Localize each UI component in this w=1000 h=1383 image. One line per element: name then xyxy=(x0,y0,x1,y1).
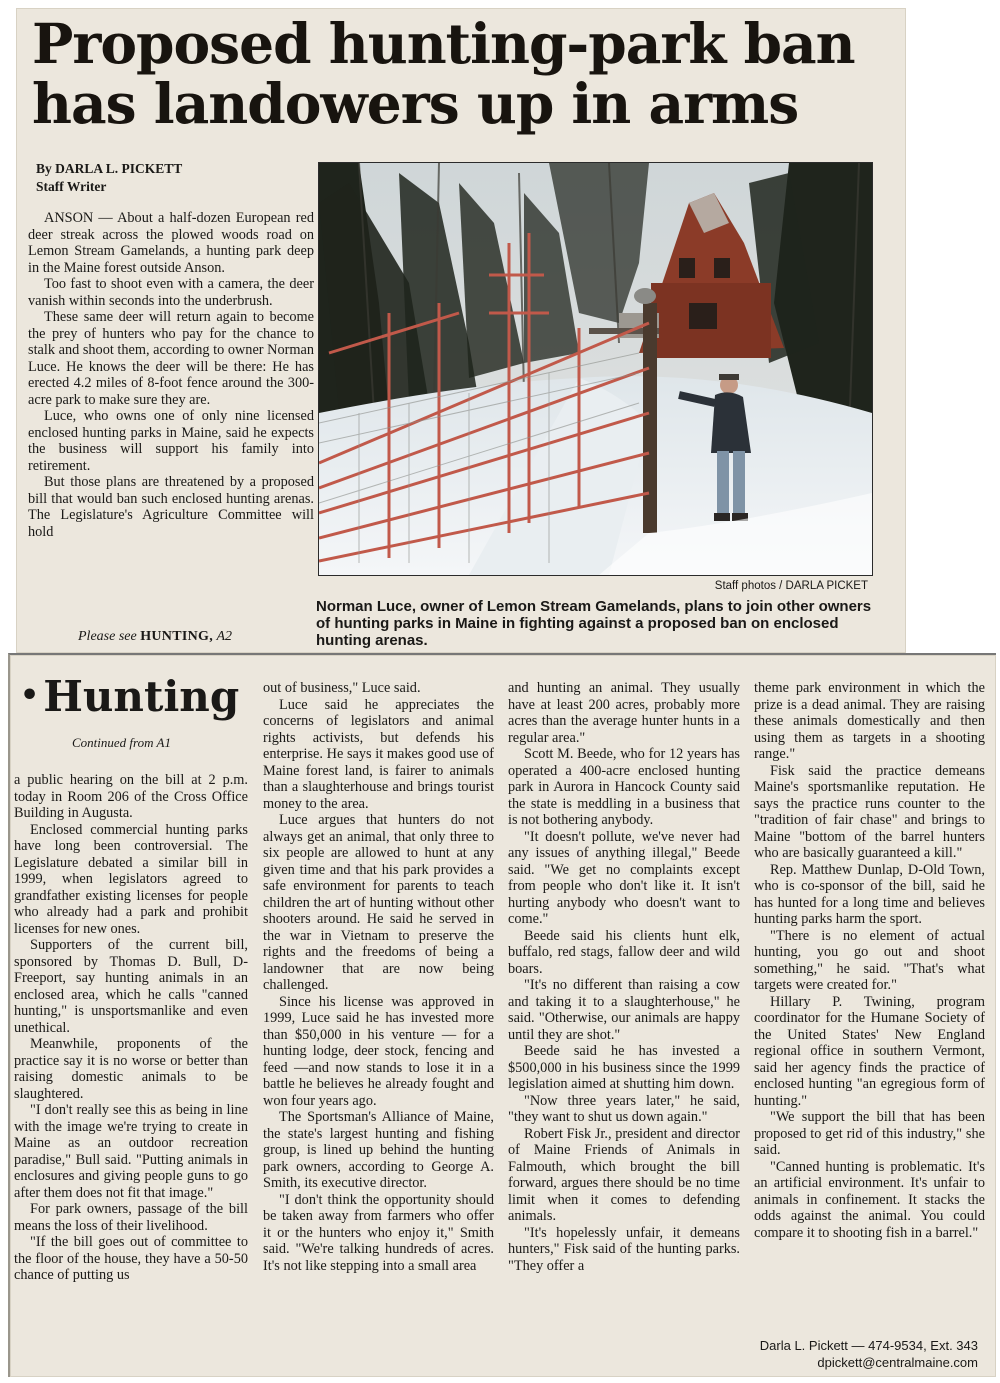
front-page-clipping xyxy=(16,8,906,653)
headline xyxy=(32,11,892,136)
body-paragraph: Hillary P. Twining, program coordinator for the Humane Society of the United States' New England regional office in southern Vermont, said her agency finds the practice of enclosed hunting "an egregious form of hunting." xyxy=(754,993,985,1109)
body-paragraph: "Canned hunting is problematic. It's an artificial environment. It's unfair to animals in confinement. It stacks the odds against the animal. You could compare it to shooting fish in a barrel." xyxy=(754,1158,985,1241)
body-paragraph: Supporters of the current bill, sponsored by Thomas D. Bull, D-Freeport, say hunting animals in an enclosed area, which he calls "canned hunting," is unsportsmanlike and even unethical. xyxy=(14,937,248,1036)
body-paragraph: "There is no element of actual hunting, you go out and shoot something," he said. "That's what targets were created for." xyxy=(754,927,985,993)
lead-paragraph: But those plans are threatened by a proposed bill that would ban such enclosed hunting arenas. The Legislature's Agriculture Committee will hold xyxy=(28,474,314,540)
lead-paragraph: Luce, who owns one of only nine licensed enclosed hunting parks in Maine, said he expects the business will support his family into retirement. xyxy=(28,408,314,474)
article-column-3 xyxy=(508,680,740,1274)
body-paragraph: a public hearing on the bill at 2 p.m. today in Room 206 of the Cross Office Building in Augusta. xyxy=(14,772,248,821)
body-paragraph: Beede said he has invested a $500,000 in his business since the 1999 legislation aimed at shutting him down. xyxy=(508,1043,740,1092)
body-paragraph: "I don't think the opportunity should be taken away from farmers who offer it or the hunters who enjoy it," Smith said. "We're talking hundreds of acres. It's not like stepping into a small area xyxy=(263,1191,494,1274)
body-paragraph: Scott M. Beede, who for 12 years has operated a 400-acre enclosed hunting park in Aurora in Hancock County said the state is meddling in a business that is not bothering anybody. xyxy=(508,746,740,828)
body-paragraph: For park owners, passage of the bill means the loss of their livelihood. xyxy=(14,1201,248,1234)
lead-column xyxy=(28,210,314,540)
body-paragraph: The Sportsman's Alliance of Maine, the state's largest hunting and fishing group, is lined up behind the hunting park owners, according to George A. Smith, its executive director. xyxy=(263,1109,494,1191)
jump-page: A2 xyxy=(216,629,233,644)
photo-caption: Norman Luce, owner of Lemon Stream Gamelands, plans to join other owners of hunting parks in Maine in fighting against a proposed ban on enclosed hunting arenas. xyxy=(316,598,872,649)
jump-headline-text: Hunting xyxy=(43,672,240,721)
lead-paragraph: ANSON — About a half-dozen European red deer streak across the plowed woods road on Lemon Stream Gamelands, a hunting park deep in the Maine forest outside Anson. xyxy=(28,210,314,276)
body-paragraph: "Now three years later," he said, "they want to shut us down again." xyxy=(508,1092,740,1125)
body-paragraph: and hunting an animal. They usually have at least 200 acres, probably more acres than the average hunter hunts in a regular area." xyxy=(508,680,740,746)
article-column-4 xyxy=(754,680,985,1241)
article-column-1 xyxy=(14,772,248,1284)
body-paragraph: "It doesn't pollute, we've never had any issues of anything illegal," Beede said. "We get no complaints except from people who don't like it. It isn't hurting anybody who doesn't want to come." xyxy=(508,828,740,927)
body-paragraph: Rep. Matthew Dunlap, D-Old Town, who is co-sponsor of the bill, said he has hunted for a long time and believes hunting parks harm the sport. xyxy=(754,861,985,927)
news-photo xyxy=(318,162,873,576)
body-paragraph: Meanwhile, proponents of the practice say it is no worse or better than raising domestic animals to be slaughtered. xyxy=(14,1036,248,1102)
body-paragraph: theme park environment in which the prize is a dead animal. They are raising these animals domestically and then using them as targets in a shooting range." xyxy=(754,680,985,762)
lead-paragraph: These same deer will return again to become the prey of hunters who pay for the chance to stalk and shoot them, according to owner Norman Luce. He knows the deer will be there: He has erected 4.2 miles of 8-foot fence around the 300-acre park to make sure they are. xyxy=(28,309,314,408)
lead-paragraph: Too fast to shoot even with a camera, the deer vanish within seconds into the underbrush. xyxy=(28,276,314,309)
contact-email: dpickett@centralmaine.com xyxy=(817,1355,978,1370)
body-paragraph: Beede said his clients hunt elk, buffalo, red stags, fallow deer and wild boars. xyxy=(508,927,740,977)
body-paragraph: "It's hopelessly unfair, it demeans hunters," Fisk said of the hunting parks. "They offer a xyxy=(508,1224,740,1274)
contact-signature xyxy=(746,1337,978,1371)
winter-scene-illustration xyxy=(319,163,872,575)
body-paragraph: "It's no different than raising a cow and taking it to a slaughterhouse," he said. "Otherwise, our animals are happy until they are shot." xyxy=(508,977,740,1043)
jump-line xyxy=(78,629,232,645)
body-paragraph: out of business," Luce said. xyxy=(263,680,421,696)
byline-role: Staff Writer xyxy=(36,179,107,194)
body-paragraph: Luce argues that hunters do not always get an animal, that only three to six people are allowed to hunt at any given time and that his park provides a safe environment for parents to teach children the art of hunting without other shooters around. He said he served in the war in Vietnam to preserve the rights and the freedoms of being a landowner that are now being challenged. xyxy=(263,812,494,993)
article-column-2 xyxy=(263,680,494,1274)
headline-line-1: Proposed hunting-park ban xyxy=(32,11,855,76)
body-paragraph: "We support the bill that has been proposed to get rid of this industry," she said. xyxy=(754,1109,985,1158)
photo-credit: Staff photos / DARLA PICKET xyxy=(714,580,868,592)
continuation-clipping xyxy=(8,653,996,1377)
body-paragraph: Since his license was approved in 1999, Luce said he has invested more than $50,000 in his venture — for a hunting lodge, deer stock, fencing and feed —and now stands to lose it in a battle he believes he already fought and won four years ago. xyxy=(263,993,494,1109)
jump-label: HUNTING, xyxy=(140,629,213,644)
byline xyxy=(36,160,182,196)
body-paragraph: Fisk said the practice demeans Maine's sportsmanlike reputation. He says the practice runs counter to the "tradition of fair chase" and brings to Maine "bottom of the barrel hunters who are basically guaranteed a kill." xyxy=(754,762,985,861)
contact-phone: Darla L. Pickett — 474-9534, Ext. 343 xyxy=(759,1338,978,1353)
body-paragraph: Enclosed commercial hunting parks have long been controversial. The Legislature debated a similar bill in 1999, when legislators agreed to grandfather existing licenses for people who already had a park and prohibit licenses for new ones. xyxy=(14,821,248,937)
continued-from: Continued from A1 xyxy=(72,735,171,750)
byline-author: By DARLA L. PICKETT xyxy=(36,161,183,176)
bullet-icon: • xyxy=(20,678,40,713)
body-paragraph: Robert Fisk Jr., president and director of Maine Friends of Animals in Falmouth, which brought the bill forward, argues there should be no time limit when it comes to defending animals. xyxy=(508,1125,740,1224)
body-paragraph: "I don't really see this as being in line with the image we're trying to create in Maine as an outdoor recreation paradise," Bull said. "Putting animals in enclosures and giving people guns to go after them does not fit that image." xyxy=(14,1102,248,1201)
jump-headline xyxy=(20,673,239,720)
body-paragraph: Luce said he appreciates the concerns of legislators and animal rights activists, but defends his enterprise. He says it makes good use of Maine forest land, is fairer to animals than a slaughterhouse and brings tourist money to the area. xyxy=(263,696,494,812)
body-paragraph: "If the bill goes out of committee to the floor of the house, they have a 50-50 chance of putting us xyxy=(14,1234,248,1283)
jump-prefix: Please see xyxy=(78,629,137,644)
headline-line-2: has landowers up in arms xyxy=(32,71,799,136)
